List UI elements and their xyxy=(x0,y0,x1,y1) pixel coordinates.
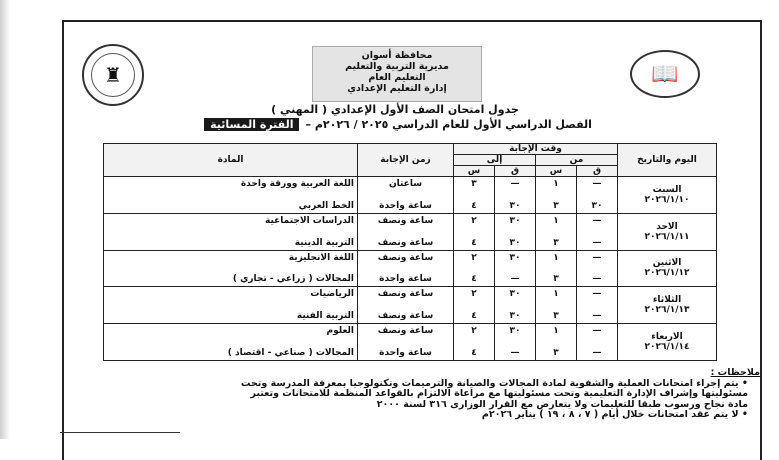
header-subject: المادة xyxy=(104,144,358,177)
day-date-cell xyxy=(618,177,717,214)
from-minutes-cell-value: — xyxy=(592,215,602,226)
from-minutes-cell-value: ٣٠ xyxy=(591,200,603,211)
day-label: الاحد xyxy=(656,221,678,232)
to-minutes-cell-value: ٣٠ xyxy=(509,237,521,248)
to-minutes-cell xyxy=(495,324,536,361)
from-minutes-cell xyxy=(577,324,618,361)
subject-cell-value: الخط العربي xyxy=(298,200,354,211)
term-label: الفصل الدراسي الأول للعام الدراسي ٢٠٢٥ / ٢٠٢٦م – xyxy=(305,118,592,131)
to-hour-cell xyxy=(454,287,495,324)
to-hour-cell-value: ٢ xyxy=(471,326,477,337)
from-hour-cell-value: ٣ xyxy=(553,200,559,211)
table-row xyxy=(104,324,717,361)
from-minutes-cell xyxy=(577,287,618,324)
to-hour-cell xyxy=(454,324,495,361)
duration-cell-value: ساعة ونصف xyxy=(377,237,434,248)
date-label: ٢٠٢٦/١/١٣ xyxy=(644,305,690,316)
from-hour-cell-value: ٣ xyxy=(553,348,559,358)
subject-cell-value: الدراسات الاجتماعية xyxy=(265,215,354,226)
subject-cell-value: المجالات ( صناعي - اقتصاد ) xyxy=(227,348,354,358)
from-hour-cell xyxy=(536,177,577,214)
date-label: ٢٠٢٦/١/١٠ xyxy=(644,194,690,205)
directorate-label: مديرية التربية والتعليم xyxy=(345,61,449,72)
to-hour-cell-value: ٢ xyxy=(471,289,477,300)
to-minutes-cell xyxy=(495,287,536,324)
to-hour-cell-value: ٢ xyxy=(471,215,477,226)
to-hour-cell-value: ٤ xyxy=(471,348,477,358)
to-minutes-cell-value: ٣٠ xyxy=(509,289,521,300)
page-edge-shadow xyxy=(0,0,10,439)
to-minutes-cell-value: ٣٠ xyxy=(509,200,521,211)
general-ed-label: التعليم العام xyxy=(368,72,426,83)
to-minutes-cell xyxy=(495,250,536,287)
header-to: إلى xyxy=(454,155,536,166)
from-hour-cell-value: ١ xyxy=(553,252,559,263)
subject-cell xyxy=(104,287,358,324)
subject-cell xyxy=(104,213,358,250)
date-label: ٢٠٢٦/١/١٤ xyxy=(644,342,690,353)
header-from-q: ق xyxy=(577,166,618,177)
from-minutes-cell-value: — xyxy=(592,348,602,358)
duration-cell-value: ساعتان xyxy=(388,179,423,189)
from-hour-cell xyxy=(536,213,577,250)
to-minutes-cell-value: — xyxy=(510,274,520,285)
to-minutes-cell xyxy=(495,213,536,250)
from-minutes-cell-value: — xyxy=(592,311,602,322)
from-minutes-cell-value: — xyxy=(592,179,602,189)
subject-cell-value: اللغة العربية وورقة واحدة xyxy=(240,179,354,189)
duration-cell-value: ساعة ونصف xyxy=(377,311,434,322)
from-minutes-cell xyxy=(577,177,618,214)
aswan-seal-logo xyxy=(82,44,144,106)
exam-schedule-table xyxy=(103,143,717,361)
from-minutes-cell-value: — xyxy=(592,274,602,285)
note-line-2: مسئوليتها وإشراف الإدارة التعليمية وتحت مسئوليتها مع مراعاة الالتزام بالقواعد المنظمة للامتحانات وتعتبر xyxy=(250,388,748,399)
header-from-s: س xyxy=(536,166,577,177)
from-hour-cell xyxy=(536,324,577,361)
schedule-subtitle xyxy=(178,118,618,131)
to-hour-cell-value: ٤ xyxy=(471,274,477,285)
governorate-label: محافظة أسوان xyxy=(361,50,433,61)
to-minutes-cell-value: ٣٠ xyxy=(509,326,521,337)
header-from: من xyxy=(536,155,618,166)
to-hour-cell xyxy=(454,250,495,287)
subject-cell-value: اللغة الانجليزية xyxy=(288,252,354,263)
to-hour-cell-value: ٣ xyxy=(471,179,477,189)
from-hour-cell-value: ١ xyxy=(553,179,559,189)
to-hour-cell xyxy=(454,213,495,250)
from-minutes-cell-value: — xyxy=(592,326,602,337)
from-hour-cell-value: ١ xyxy=(553,215,559,226)
subject-cell-value: الرياضيات xyxy=(310,289,354,300)
subject-cell xyxy=(104,324,358,361)
to-hour-cell-value: ٤ xyxy=(471,237,477,248)
header-day-date: اليوم والتاريخ xyxy=(618,144,717,177)
from-hour-cell-value: ٣ xyxy=(553,274,559,285)
duration-cell xyxy=(358,177,454,214)
prep-admin-label: إدارة التعليم الإعدادي xyxy=(347,83,447,94)
table-row xyxy=(104,250,717,287)
schedule-title: جدول امتحان الصف الأول الإعدادي ( المهني ) xyxy=(271,103,519,116)
from-minutes-cell xyxy=(577,250,618,287)
from-hour-cell-value: ٣ xyxy=(553,311,559,322)
duration-cell-value: ساعة ونصف xyxy=(377,289,434,300)
from-minutes-cell-value: — xyxy=(592,237,602,248)
table-row xyxy=(104,177,717,214)
note-line-1: • يتم إجراء امتحانات العملية والشفوية لمادة المجالات والصيانة والترميمات وتكنولوجيا بمعرفة المدرسة وتحت xyxy=(240,377,748,389)
note-line-4: • لا يتم عقد امتحانات خلال أيام ( ٧ ، ٨ ، ١٩ ) يناير ٢٠٢٦م xyxy=(481,409,748,420)
header-duration: زمن الإجابة xyxy=(358,144,454,177)
duration-cell xyxy=(358,287,454,324)
directorate-header xyxy=(312,46,482,102)
duration-cell xyxy=(358,250,454,287)
to-minutes-cell-value: — xyxy=(510,348,520,358)
from-hour-cell-value: ٣ xyxy=(553,237,559,248)
from-hour-cell xyxy=(536,287,577,324)
subject-cell xyxy=(104,177,358,214)
day-date-cell xyxy=(618,287,717,324)
from-hour-cell xyxy=(536,250,577,287)
day-label: الثلاثاء xyxy=(652,295,682,306)
to-minutes-cell-value: ٣٠ xyxy=(509,215,521,226)
subject-cell-value: التربية الفنية xyxy=(296,311,354,322)
to-hour-cell-value: ٢ xyxy=(471,252,477,263)
subject-cell-value: التربية الدينية xyxy=(294,237,354,248)
duration-cell-value: ساعة واحدة xyxy=(379,274,432,285)
notes-title: ملاحظات : xyxy=(710,367,760,378)
from-minutes-cell-value: — xyxy=(592,289,602,300)
to-minutes-cell-value: ٣٠ xyxy=(509,252,521,263)
to-minutes-cell xyxy=(495,177,536,214)
ministry-book-logo xyxy=(630,50,700,98)
date-label: ٢٠٢٦/١/١٢ xyxy=(644,268,690,279)
period-badge: الفترة المسائية xyxy=(204,118,299,131)
header-to-q: ق xyxy=(495,166,536,177)
from-hour-cell-value: ١ xyxy=(553,326,559,337)
duration-cell-value: ساعة ونصف xyxy=(377,252,434,263)
subject-cell-value: المجالات ( زراعي - تجاري ) xyxy=(232,274,354,285)
to-minutes-cell-value: — xyxy=(510,179,520,189)
duration-cell-value: ساعة واحدة xyxy=(379,200,432,211)
to-hour-cell xyxy=(454,177,495,214)
day-label: الاربعاء xyxy=(651,332,683,343)
table-row xyxy=(104,287,717,324)
note-line-3: مادة نجاح ورسوب طبقا للتعليمات ولا يتعارض مع القرار الوزارى ٣١٦ لسنة ٢٠٠٠ xyxy=(376,398,748,410)
table-row xyxy=(104,213,717,250)
duration-cell-value: ساعة واحدة xyxy=(379,348,432,358)
day-date-cell xyxy=(618,324,717,361)
from-minutes-cell-value: — xyxy=(592,252,602,263)
notes-section xyxy=(70,368,760,421)
open-book-icon: 📖 xyxy=(651,61,679,87)
duration-cell xyxy=(358,213,454,250)
day-label: الاثنين xyxy=(652,258,682,269)
duration-cell-value: ساعة ونصف xyxy=(377,215,434,226)
date-label: ٢٠٢٦/١/١١ xyxy=(644,231,690,242)
day-label: السبت xyxy=(652,184,682,195)
to-minutes-cell-value: ٣٠ xyxy=(509,311,521,322)
to-hour-cell-value: ٤ xyxy=(471,311,477,322)
day-date-cell xyxy=(618,213,717,250)
duration-cell xyxy=(358,324,454,361)
to-hour-cell-value: ٤ xyxy=(471,200,477,211)
subject-cell xyxy=(104,250,358,287)
from-hour-cell-value: ١ xyxy=(553,289,559,300)
from-minutes-cell xyxy=(577,213,618,250)
subject-cell-value: العلوم xyxy=(326,326,354,337)
header-answer-time: وقت الإجابة xyxy=(454,144,618,155)
seal-emblem-icon: ♜ xyxy=(91,53,135,97)
header-to-s: س xyxy=(454,166,495,177)
day-date-cell xyxy=(618,250,717,287)
duration-cell-value: ساعة ونصف xyxy=(377,326,434,337)
